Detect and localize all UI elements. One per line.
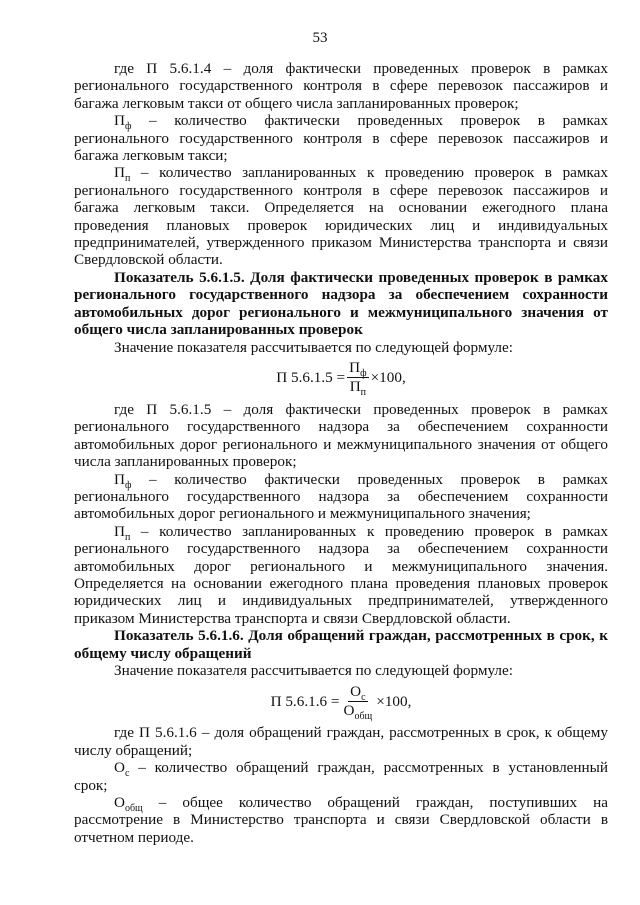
definition-text: – общее количество обращений граждан, поступивших на рассмотрение в Министерство транспорта и связи Свердловской области в отчетном периоде. — [74, 794, 608, 846]
formula-numerator — [348, 684, 367, 702]
symbol: П — [114, 522, 125, 540]
definition-oc-5616 — [74, 759, 608, 794]
indicator-heading-5615: Показатель 5.6.1.5. Доля фактически проведенных проверок в рамках регионального государственного надзора за обеспечением сохранности автомобильных дорог регионального и межмуниципального значения от общего числа запланированных проверок — [74, 268, 608, 339]
definition-text: – количество обращений граждан, рассмотренных в установленный срок; — [74, 759, 608, 794]
symbol: П — [114, 470, 125, 488]
denominator-subscript: общ — [354, 710, 373, 722]
numerator-subscript: ф — [360, 368, 367, 380]
symbol-subscript: ф — [124, 479, 132, 491]
denominator-symbol: П — [349, 378, 361, 396]
symbol: П — [114, 112, 125, 130]
formula-fraction — [341, 682, 374, 722]
symbol-subscript: п — [124, 531, 131, 543]
symbol-subscript: ф — [124, 121, 132, 133]
formula-denominator — [341, 701, 374, 722]
symbol: О — [114, 759, 125, 777]
denominator-symbol: О — [343, 701, 355, 719]
page-number: 53 — [312, 30, 328, 46]
definition-p-5614: где П 5.6.1.4 – доля фактически проведенных проверок в рамках регионального государственного контроля в сфере перевозок пассажиров и багажа легковым такси от общего числа запланированных проверок; — [74, 60, 608, 112]
indicator-heading-5616: Показатель 5.6.1.6. Доля обращений граждан, рассмотренных в срок, к общему числу обращений — [74, 627, 608, 662]
denominator-subscript: п — [360, 387, 367, 399]
formula-intro-5615: Значение показателя рассчитывается по следующей формуле: — [114, 338, 513, 356]
numerator-symbol: О — [350, 682, 362, 700]
symbol-subscript: п — [124, 173, 131, 185]
numerator-symbol: П — [349, 359, 361, 377]
formula-lhs: П 5.6.1.6 = — [270, 692, 340, 710]
definition-text: – количество запланированных к проведению проверок в рамках регионального государственного контроля в сфере перевозок пассажиров и багажа легковым такси. Определяется на основании ежегодного плана проведения плановых проверок юридических лиц и индивидуальных предпринимателей, утвержденного приказом Министерства транспорта и связи Свердловской области. — [74, 164, 608, 269]
definition-pp-5614 — [74, 164, 608, 268]
definition-text: – количество фактически проведенных проверок в рамках регионального государственного контроля в сфере перевозок пассажиров и багажа легковым такси; — [74, 112, 608, 165]
formula-intro-5616: Значение показателя рассчитывается по следующей формуле: — [114, 662, 513, 679]
numerator-subscript: с — [361, 691, 366, 703]
symbol-subscript: общ — [124, 803, 143, 815]
definition-text: – количество запланированных к проведению проверок в рамках регионального государственного надзора за обеспечением сохранности автомобильных дорог регионального и межмуниципального значения. Определяется на основании ежегодного плана проведения плановых проверок юридических лиц и индивидуальных предпринимателей, утвержденного приказом Министерства транспорта и связи Свердловской области. — [74, 522, 608, 627]
definition-pf-5614 — [74, 112, 608, 164]
document-body — [74, 60, 608, 846]
definition-text: – количество фактически проведенных проверок в рамках регионального государственного надзора за обеспечением сохранности автомобильных дорог регионального и межмуниципального значения; — [74, 470, 608, 523]
formula-fraction — [347, 359, 368, 399]
definition-p-5616: где П 5.6.1.6 – доля обращений граждан, рассмотренных в срок, к общему числу обращений; — [74, 724, 608, 759]
symbol: П — [114, 164, 125, 182]
formula-5616 — [74, 681, 608, 721]
symbol-subscript: с — [124, 768, 130, 780]
definition-pf-5615 — [74, 471, 608, 523]
formula-numerator — [347, 360, 368, 378]
formula-5615 — [74, 358, 608, 398]
definition-oobsch-5616 — [74, 794, 608, 846]
formula-rhs: ×100, — [370, 369, 406, 387]
formula-rhs: ×100, — [376, 692, 412, 710]
definition-p-5615: где П 5.6.1.5 – доля фактически проведенных проверок в рамках регионального государственного надзора за обеспечением сохранности автомобильных дорог регионального и межмуниципального значения от общего числа запланированных проверок; — [74, 400, 608, 471]
formula-lhs: П 5.6.1.5 = — [276, 369, 346, 387]
definition-pp-5615 — [74, 523, 608, 627]
formula-denominator — [348, 378, 368, 399]
symbol: О — [114, 794, 125, 812]
